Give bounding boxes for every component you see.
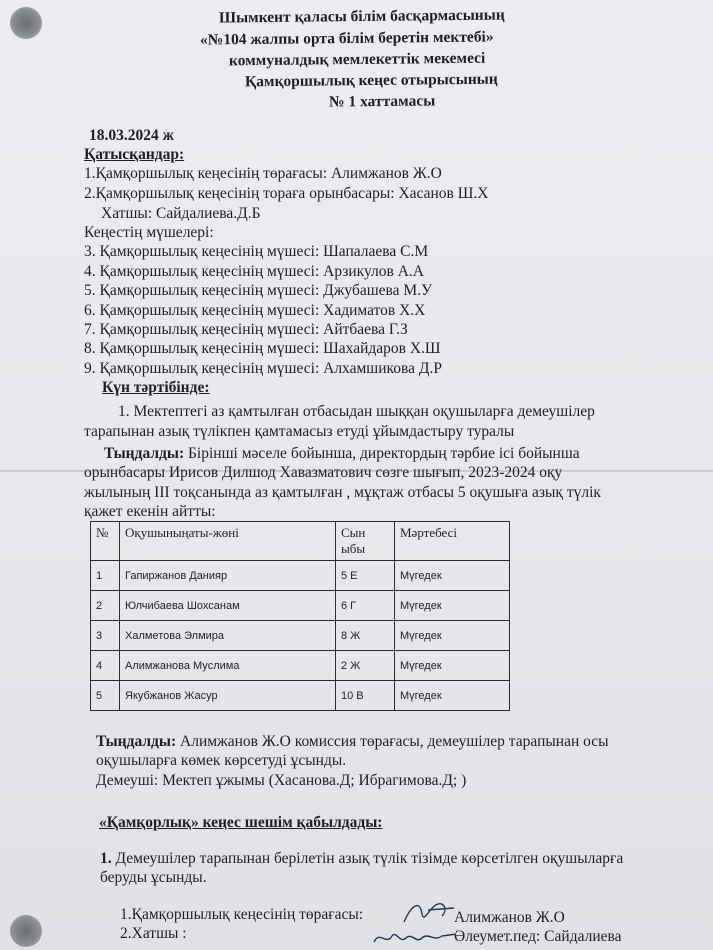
member-line: 5. Қамқоршылық кеңесінің мүшесі: Джубашева М.У [84,282,433,299]
header-status: Мәртебесі [395,522,510,561]
student-name: Гапиржанов Данияр [120,561,336,591]
heard-label: Тыңдалды: [96,733,177,750]
secretary-signature-label: 2.Хатшы : [120,925,187,942]
student-status: Мүгедек [395,621,510,651]
row-number: 4 [91,651,120,681]
student-class: 10 В [336,681,395,711]
table-header-row [91,522,510,561]
decision-line-2: беруды ұсынды. [100,869,207,886]
student-name: Алимжанова Муслима [120,651,336,681]
student-status: Мүгедек [395,681,510,711]
student-name: Якубжанов Жасур [120,681,336,711]
table-row [91,591,510,621]
agenda-item-line-2: тарапынан азық түлікпен қамтамасыз етуді ұйымдастыру туралы [84,423,515,440]
student-class: 8 Ж [336,621,395,651]
member-line: 3. Қамқоршылық кеңесінің мүшесі: Шапалаева С.М [84,243,429,260]
decision-number: 1. [100,850,112,867]
header-line-2: «№104 жалпы орта білім беретін мектебі» [199,28,494,49]
vice-chair-line: 2.Қамқоршылық кеңесінің тораға орынбасары: Хасанов Ш.Х [84,185,489,202]
student-status: Мүгедек [395,651,510,681]
table-row [91,621,510,651]
header-line-5: № 1 хаттамасы [328,92,436,111]
heard-text: Алимжанов Ж.О комиссия төрағасы, демеушілер тарапынан осы [176,733,609,750]
header-number: № [91,522,120,561]
secretary-signature-mark [370,924,460,950]
attendees-heading: Қатысқандар: [84,146,185,163]
decision-text: Демеушілер тарапынан берілетін азық түлік тізімде көрсетілген оқушыларға [111,850,624,867]
student-status: Мүгедек [395,561,510,591]
chair-signature-name: Алимжанов Ж.О [454,909,565,926]
member-line: 7. Қамқоршылық кеңесінің мүшесі: Айтбаева Г.З [84,321,408,338]
student-name: Юлчибаева Шохсанам [120,591,336,621]
member-line: 8. Қамқоршылық кеңесінің мүшесі: Шахайдаров Х.Ш [84,340,441,357]
punch-hole [10,7,42,39]
row-number: 2 [91,591,120,621]
student-class: 5 Е [336,561,395,591]
heard-line-2: орынбасары Ирисов Дилшод Хавазматович сөзге шығып, 2023-2024 оқу [84,464,563,481]
heard-paragraph-1 [104,445,580,463]
students-table [90,521,510,711]
heard-label: Тыңдалды: [104,445,185,462]
decision-heading: «Қамқорлық» кеңес шешім қабылдады: [99,814,383,831]
student-class: 2 Ж [336,651,395,681]
header-student-name: Оқушыныңаты-жөні [120,522,336,561]
student-class: 6 Г [336,591,395,621]
punch-hole [10,915,42,947]
heard-line-3: жылының III тоқсанында аз қамтылған , мұқтаж отбасы 5 оқушыға азық түлік [84,484,601,501]
row-number: 5 [91,681,120,711]
header-line-1: Шымкент қаласы білім басқармасының [218,6,505,27]
header-line-4: Қамқоршылық кеңес отырысының [244,70,498,91]
heard-line-4: қажет екенін айтты: [84,503,216,520]
row-number: 3 [91,621,120,651]
heard2-line-2: оқушыларға көмек көрсетуді ұсынды. [96,752,347,769]
secretary-signature-name: Әлеумет.пед: Сайдалиева [454,928,622,945]
secretary-line: Хатшы: Сайдалиева.Д.Б [101,205,261,222]
member-line: 6. Қамқоршылық кеңесінің мүшесі: Хадиматов Х.Х [84,302,426,319]
members-heading: Кеңестің мүшелері: [84,224,214,241]
sponsor-line: Демеуші: Мектеп ұжымы (Хасанова.Д; Ибрагимова.Д; ) [96,772,467,789]
meeting-date: 18.03.2024 ж [89,127,174,144]
decision-line-1 [100,850,623,868]
student-name: Халметова Элмира [120,621,336,651]
row-number: 1 [91,561,120,591]
header-class: Сын ыбы [336,522,395,561]
heard-paragraph-2 [96,733,609,751]
agenda-item-line-1: 1. Мектептегі аз қамтылған отбасыдан шыққан оқушыларға демеушілер [118,403,595,420]
member-line: 9. Қамқоршылық кеңесінің мүшесі: Алхамшикова Д.Р [84,360,442,377]
chair-line: 1.Қамқоршылық кеңесінің төрағасы: Алимжанов Ж.О [84,165,442,182]
table-row [91,651,510,681]
table-row [91,561,510,591]
agenda-heading: Күн тәртібінде: [102,379,210,396]
chair-signature-label: 1.Қамқоршылық кеңесінің төрағасы: [120,906,364,923]
member-line: 4. Қамқоршылық кеңесінің мүшесі: Арзикулов А.А [84,263,425,280]
table-row [91,681,510,711]
student-status: Мүгедек [395,591,510,621]
heard-text: Бірінші мәселе бойынша, директордың тәрбие ісі бойынша [184,445,580,462]
header-line-3: коммуналдық мемлекеттік мекемесі [228,49,486,70]
